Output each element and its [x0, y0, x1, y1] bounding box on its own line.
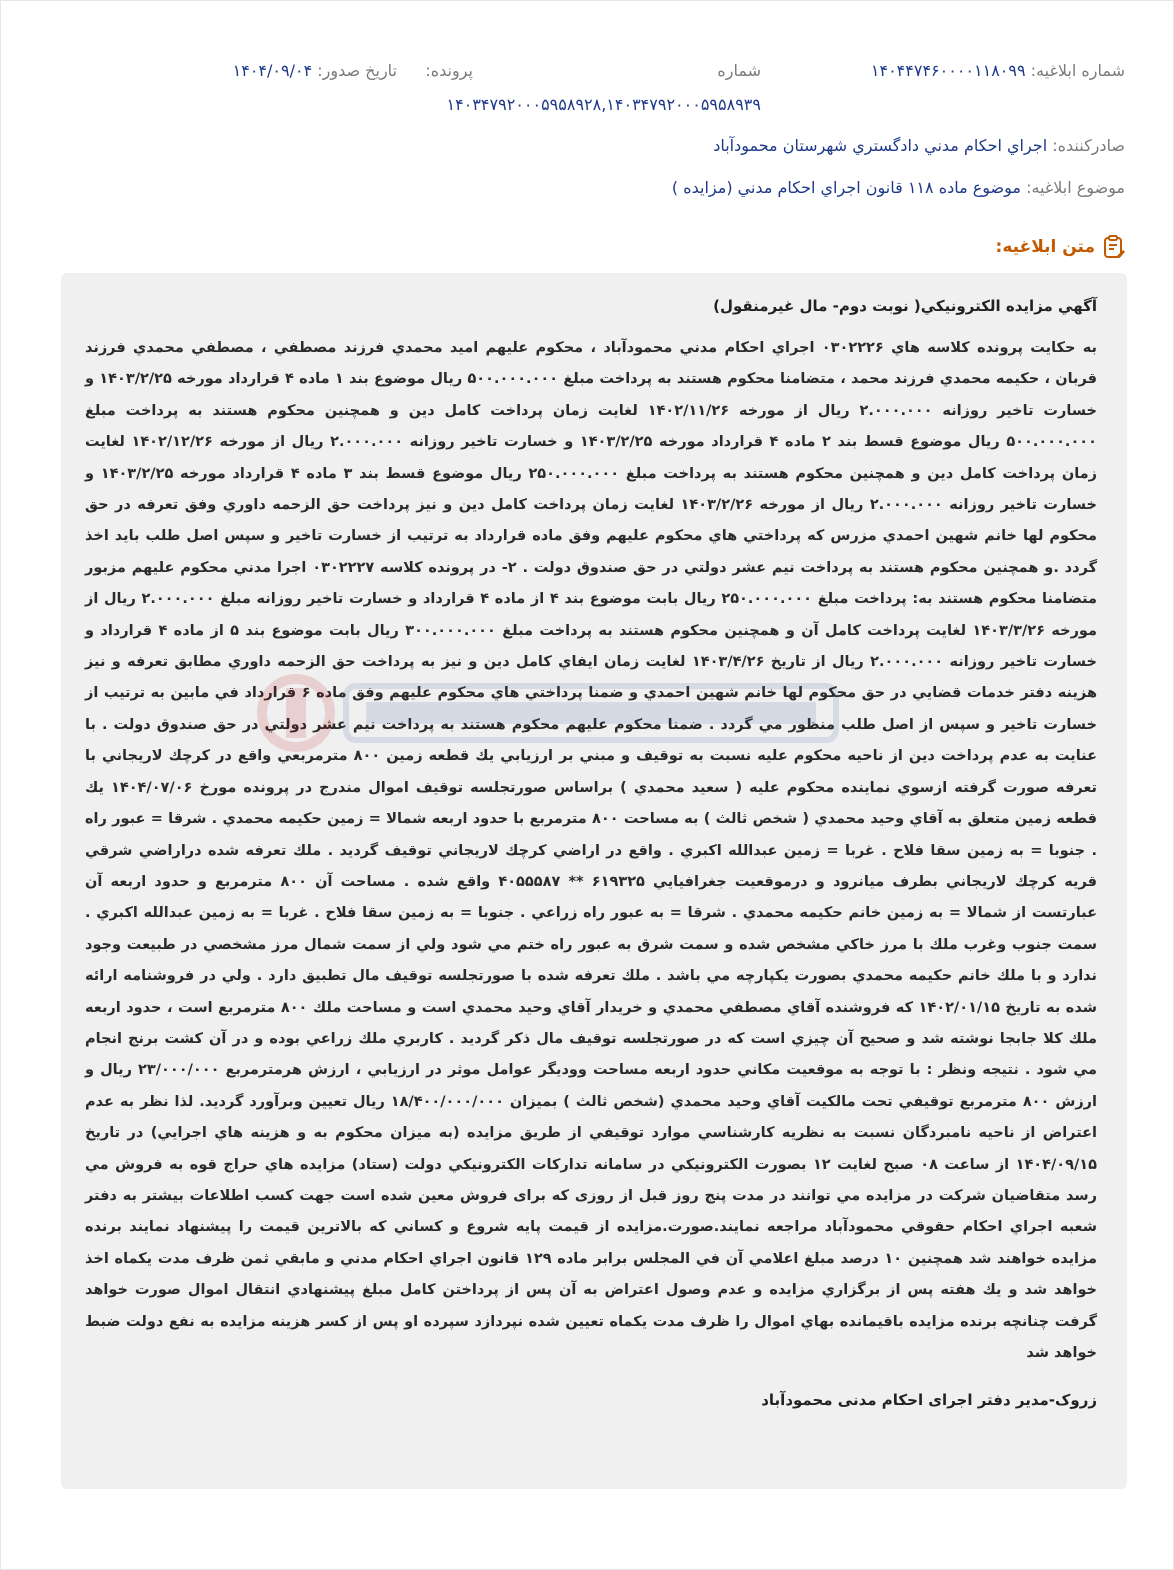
number-field [717, 61, 761, 80]
case-numbers-value: ۱۴۰۳۴۷۹۲۰۰۰۵۹۵۸۹۲۸,۱۴۰۳۴۷۹۲۰۰۰۵۹۵۸۹۳۹ [446, 95, 761, 114]
notice-text-heading [996, 235, 1125, 259]
case-label: پرونده: [425, 61, 473, 80]
notice-number [871, 61, 1125, 80]
notice-text-title: متن ابلاغيه: [995, 237, 1095, 257]
sender [713, 136, 1125, 155]
notice-body: به حکايت پرونده کلاسه هاي ۰۳۰۲۲۲۶ اجراي احکام مدني محمودآباد ، محکوم عليهم اميد محمدي فرزند مصطفي ، مصطفي محمدي فرزند قربان ، حکيمه محمدي فرزند محمد ، متضامنا محکوم هستند به پرداخت مبلغ ۵۰۰.۰۰۰.۰۰۰ ريال موضوع بند ۱ ماده ۴ قرارداد مورخه ۱۴۰۳/۲/۲۵ و خسارت تاخير روزانه ۲.۰۰۰.۰۰۰ ريال از مورخه ۱۴۰۲/۱۱/۲۶ لغايت زمان پرداخت کامل دين و همچنين محکوم هستند به پرداخت مبلغ ۵۰۰.۰۰۰.۰۰۰ ريال موضوع قسط بند ۲ ماده ۴ قرارداد مورخه ۱۴۰۳/۲/۲۵ و خسارت تاخير روزانه ۲.۰۰۰.۰۰۰ ريال از مورخه ۱۴۰۲/۱۲/۲۶ لغايت زمان پرداخت کامل دين و همچنين محکوم هستند به پرداخت مبلغ ۲۵۰.۰۰۰.۰۰۰ ريال موضوع قسط بند ۳ ماده ۴ قرارداد مورخه ۱۴۰۳/۲/۲۵ و خسارت تاخير روزانه ۲.۰۰۰.۰۰۰ ريال از مورخه ۱۴۰۳/۲/۲۶ لغايت زمان پرداخت کامل دين و نيز پرداخت حق الزحمه داوري وفق تعرفه در حق محکوم لها خانم شهين احمدي مزرس که پرداختي هاي محکوم عليهم وفق ماده قرارداد به ترتيب از خسارت تاخير و سپس اصل طلب بايد اخذ گردد .و همچنين محکوم هستند به پرداخت نيم عشر دولتي در حق صندوق دولت . ۲- در پرونده کلاسه ۰۳۰۲۲۲۷ اجرا مدني محکوم عليهم مزبور متضامنا محکوم هستند به: پرداخت مبلغ ۲۵۰.۰۰۰.۰۰۰ ريال بابت موضوع بند ۴ از ماده ۴ قرارداد و خسارت تاخير روزانه مبلغ ۲.۰۰۰.۰۰۰ ريال از مورخه ۱۴۰۳/۳/۲۶ لغايت پرداخت کامل آن و همچنين محکوم هستند به پرداخت مبلغ ۳۰۰.۰۰۰.۰۰۰ ريال بابت موضوع بند ۵ از ماده ۴ قرارداد و خسارت تاخير روزانه ۲.۰۰۰.۰۰۰ ريال از تاريخ ۱۴۰۳/۴/۲۶ لغايت زمان ايفاي کامل دين و نيز به پرداخت حق الزحمه داوري مطابق تعرفه و نيز هزينه دفتر خدمات قضايي در حق محکوم لها خانم شهين احمدي و ضمنا پرداختي هاي محکوم عليهم وفق ماده ۶ قرارداد في مابين به ترتيب از خسارت تاخير و سپس از اصل طلب منظور مي گردد . ضمنا محکوم عليهم محکوم هستند به پرداخت نيم عشر دولتي در حق صندوق دولت . با عنايت به عدم پرداخت دين از ناحيه محکوم عليه نسبت به توقيف و مبني بر ارزيابي يك قطعه زمين ۸۰۰ مترمربعي واقع در کرچك لاريجاني با تعرفه صورت گرفته ازسوي نماينده محکوم عليه ( سعيد محمدي ) براساس صورتجلسه توقيف اموال مندرج در پرونده مورخ ۱۴۰۴/۰۷/۰۶ يك قطعه زمين متعلق به آقاي وحيد محمدي ( شخص ثالث ) به مساحت ۸۰۰ مترمربع با حدود اربعه شمالا = زمين حکيمه محمدي . شرقا = عبور راه . جنوبا = به زمين سقا فلاح . غربا = زمين عبدالله اکبري . واقع در اراضي کرچك لاريجاني توقيف گرديد . ملك تعرفه شده دراراضي شرقي قريه کرچك لاريجاني بطرف ميانرود و درموقعيت جغرافيايي ۶۱۹۳۲۵ ** ۴۰۵۵۵۸۷ واقع شده . مساحت آن ۸۰۰ مترمربع و حدود اربعه آن عبارتست از شمالا = به زمين خانم حکيمه محمدي . شرقا = به عبور راه زراعي . جنوبا = به زمين سقا فلاح . غربا = به زمين عبدالله اکبري . سمت جنوب وغرب ملك با مرز خاکي مشخص شده و سمت شرق به عبور راه ختم مي شود ولي از سمت شمال مرز مشخصي در طبيعت وجود ندارد و با ملك خانم حکيمه محمدي بصورت يکپارچه مي باشد . ملك تعرفه شده با صورتجلسه توقيف مال تطبيق دارد . ولي در فروشنامه ارائه شده به تاريخ ۱۴۰۲/۰۱/۱۵ که فروشنده آقاي مصطفي محمدي و خريدار آقاي وحيد محمدي است و مساحت ملك ۸۰۰ مترمربع است ، حدود اربعه ملك کلا جابجا نوشته شد و صحيح آن چيزي است که در صورتجلسه توقيف مال ذکر گرديد . کاربري ملك زراعي بوده و در آن کشت برنج انجام مي شود . نتيجه ونظر : با توجه به موقعيت مکاني حدود اربعه مساحت وودیگر عوامل موثر در ارزيابي ، ارزش هرمترمربع ۲۳/۰۰۰/۰۰۰ ريال و ارزش ۸۰۰ مترمربع توقيفي تحت مالکيت آقاي وحيد محمدي (شخص ثالث ) بميزان ۱۸/۴۰۰/۰۰۰/۰۰۰ ريال تعيين وبرآورد گرديد. لذا نظر به عدم اعتراض از ناحيه نامبردگان نسبت به نظريه کارشناسي موارد توقيفي از طريق مزايده (به ميزان محکوم به و هزينه هاي اجرايي) در تاريخ ۱۴۰۴/۰۹/۱۵ از ساعت ۰۸ صبح لغايت ۱۲ بصورت الکترونيکي در سامانه تدارکات الکترونيکي دولت (ستاد) مزايده هاي حراج قوه به فروش مي رسد متقاضيان شرکت در مزايده مي توانند در مدت پنج روز قبل از روزی که برای فروش معين شده است جهت کسب اطلاعات بيشتر به دفتر شعبه اجراي احکام حقوقي محمودآباد مراجعه نمايند.صورت.مزايده از قيمت پايه شروع و کساني که بالاترين قيمت را پيشنهاد نمايند برنده مزايده خواهند شد همچنين ۱۰ درصد مبلغ اعلامي آن في المجلس برابر ماده ۱۲۹ قانون اجراي احکام مدني و مابقي ثمن ظرف مدت يکماه اخذ خواهد شد و يك هفته پس از برگزاري مزايده و عدم وصول اعتراض به آن پس از پرداختن کامل مبلغ پيشنهادي انتقال اموال صورت خواهد گرفت چنانچه برنده مزايده باقيمانده بهاي اموال را ظرف مدت يکماه تعيين شده نپردازد سپرده او پس از کسر هزينه مزايده به نفع دولت ضبط خواهد شد [85, 340, 1098, 1361]
case-field [425, 61, 473, 80]
sender-label: صادرکننده: [1052, 136, 1125, 155]
number-label: شماره [717, 61, 761, 80]
subject-label: موضوع ابلاغيه: [1026, 178, 1125, 197]
notice-card [61, 273, 1127, 1489]
notice-number-value: ۱۴۰۴۴۷۴۶۰۰۰۰۱۱۸۰۹۹ [870, 61, 1026, 80]
sender-value: اجراي احکام مدني دادگستري شهرستان محمودآباد [713, 136, 1048, 155]
issue-date [233, 61, 397, 80]
notice-title: آگهي مزايده الکترونيکي( نوبت دوم- مال غيرمنقول) [713, 297, 1097, 315]
document-icon [1103, 235, 1125, 259]
subject-value: موضوع ماده ۱۱۸ قانون اجراي احکام مدني (مزايده ) [671, 178, 1021, 197]
notice-number-label: شماره ابلاغيه: [1030, 61, 1125, 80]
subject [672, 178, 1125, 197]
notice-signature: زروک-مدير دفتر اجرای احکام مدنی محمودآباد [761, 1391, 1097, 1410]
issue-date-label: تاريخ صدور: [317, 61, 397, 80]
case-numbers [447, 95, 761, 114]
issue-date-value: ۱۴۰۴/۰۹/۰۴ [232, 61, 313, 80]
